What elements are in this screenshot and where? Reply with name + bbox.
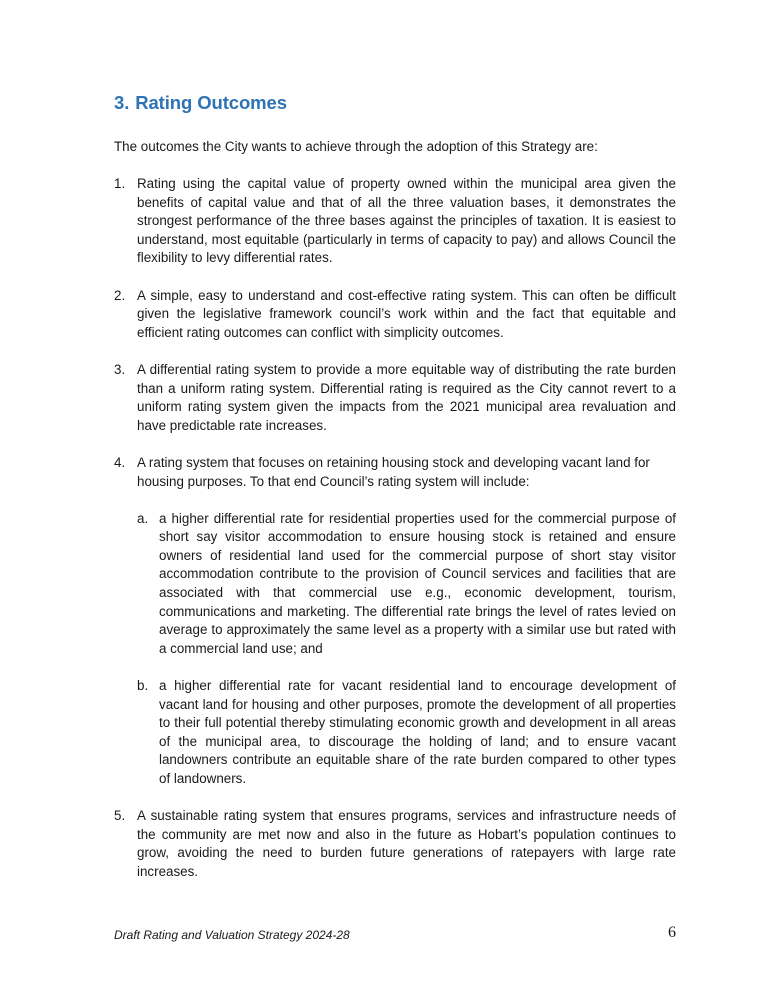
list-item-text: A simple, easy to understand and cost-effective rating system. This can often be difficult given the legislative framework council’s work within and the fact that equitable and efficient rating outcomes can conflict with simplicity outcomes.	[137, 287, 676, 340]
sub-list-item-text: a higher differential rate for residential properties used for the commercial purpose of short say visitor accommodation to ensure housing stock is retained and ensure owners of residential land used for the commercial purpose of short stay visitor accommodation contribute to the provision of Council services and facilities that are associated with that commercial use e.g., economic development, tourism, communications and marketing. The differential rate brings the level of rates levied on average to approximately the same level as a property with a similar use but rated with a commercial land use; and	[159, 510, 676, 656]
sub-list-item-marker: a.	[137, 510, 149, 526]
list-item-marker: 1.	[114, 176, 126, 191]
sub-list-item-marker: b.	[137, 678, 149, 694]
sub-list-item	[137, 677, 676, 789]
outcomes-list	[114, 175, 676, 882]
section-intro: The outcomes the City wants to achieve through the adoption of this Strategy are:	[114, 139, 598, 154]
sub-list-item-text: a higher differential rate for vacant residential land to encourage development of vacant land for housing and other purposes, promote the development of all properties to their full potential thereby stimulating economic growth and development in all areas of the municipal area, to discourage the holding of land; and to ensure vacant landowners contribute an equitable share of the rate burden compared to other types of landowners.	[159, 678, 676, 786]
list-item	[114, 807, 676, 881]
list-item-marker: 5.	[114, 808, 126, 824]
list-item-text: Rating using the capital value of property owned within the municipal area given the benefits of capital value and that of all the three valuation bases, it demonstrates the strongest performance of the three bases against the principles of taxation. It is easiest to understand, most equitable (particularly in terms of capacity to pay) and allows Council the flexibility to levy differential rates.	[137, 176, 676, 266]
list-item	[114, 454, 676, 789]
list-item	[114, 361, 676, 435]
section-title: Rating Outcomes	[135, 92, 287, 113]
list-item	[114, 287, 676, 343]
section-heading	[114, 92, 287, 114]
list-item-marker: 3.	[114, 361, 126, 377]
footer-document-title: Draft Rating and Valuation Strategy 2024-28	[114, 928, 350, 942]
section-number: 3.	[114, 92, 130, 113]
list-item-text: A rating system that focuses on retaining housing stock and developing vacant land for housing purposes. To that end Council’s rating system will include:	[137, 454, 650, 489]
list-item-text: A differential rating system to provide a more equitable way of distributing the rate burden than a uniform rating system. Differential rating is required as the City cannot revert to a uniform rating system given the impacts from the 2021 municipal area revaluation and have predictable rate increases.	[137, 361, 676, 433]
list-item	[114, 175, 676, 268]
sub-list-item	[137, 510, 676, 659]
footer-page-number: 6	[668, 924, 676, 941]
list-item-marker: 2.	[114, 287, 126, 303]
sub-list	[137, 510, 676, 789]
list-item-text: A sustainable rating system that ensures programs, services and infrastructure needs of the community are met now and also in the future as Hobart’s population continues to grow, avoiding the need to burden future generations of ratepayers with large rate increases.	[137, 808, 676, 879]
list-item-marker: 4.	[114, 454, 126, 470]
